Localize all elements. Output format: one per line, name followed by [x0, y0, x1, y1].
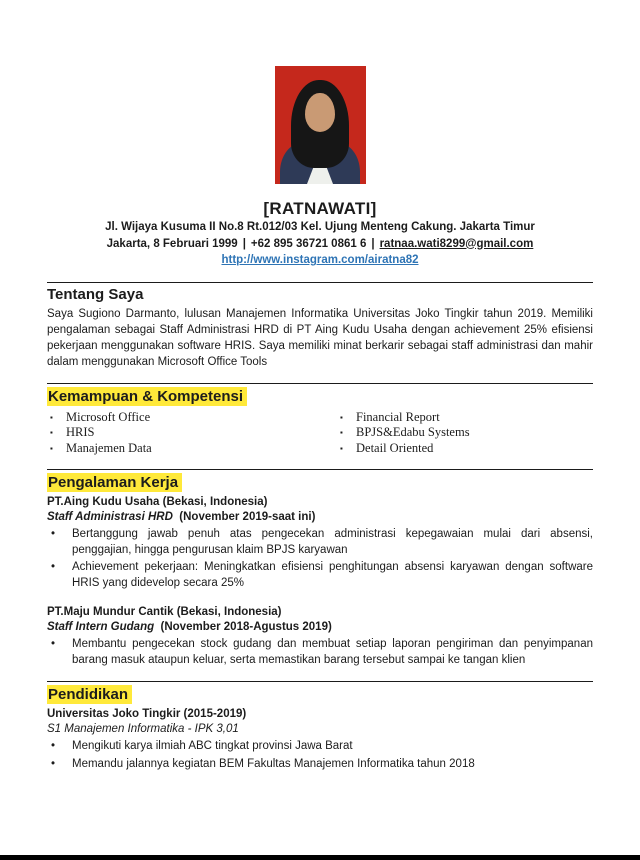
list-item [47, 441, 337, 457]
job-role: Staff Intern Gudang [47, 621, 155, 633]
square-bullet-icon: ▪ [340, 443, 343, 453]
job-entry [47, 495, 593, 591]
education-bullet-text: Memandu jalannya kegiatan BEM Fakultas Manajemen Informatika tahun 2018 [72, 757, 475, 770]
instagram-link[interactable]: http://www.instagram.com/airatna82 [221, 254, 419, 266]
email-link[interactable]: ratnaa.wati8299@gmail.com [379, 237, 534, 250]
list-item [47, 637, 593, 668]
face-shape [305, 93, 335, 132]
round-bullet-icon: • [51, 740, 56, 752]
job-bullet-text: Bertanggung jawab penuh atas pengecekan administrasi kepegawaian mulai dari absensi, penggajian, hingga pengurusan klaim BPJS karyawan [72, 528, 593, 556]
job-bullet-text: Achievement pekerjaan: Meningkatkan efisiensi penghitungan absensi karyawan dengan software HRIS yang didevelop secara 25% [72, 561, 593, 589]
list-item [337, 410, 593, 426]
section-experience [47, 469, 593, 668]
list-item [47, 739, 593, 755]
phone-number: +62 895 36721 0861 6 [250, 237, 367, 250]
education-bullet-text: Mengikuti karya ilmiah ABC tingkat provinsi Jawa Barat [72, 740, 353, 752]
education-title [47, 685, 593, 704]
skill-label: Financial Report [356, 409, 440, 424]
skills-column-right [337, 410, 593, 457]
skills-title-highlight: Kemampuan & Kompetensi [47, 387, 247, 406]
list-item [47, 527, 593, 558]
company-name: PT.Aing Kudu Usaha (Bekasi, Indonesia) [47, 496, 268, 508]
round-bullet-icon: • [51, 638, 56, 650]
job-period: (November 2019-saat ini) [179, 511, 316, 523]
square-bullet-icon: ▪ [50, 412, 53, 422]
separator: | [371, 237, 375, 250]
list-item [47, 410, 337, 426]
square-bullet-icon: ▪ [50, 443, 53, 453]
skill-label: HRIS [66, 425, 95, 439]
school-name: Universitas Joko Tingkir (2015-2019) [47, 708, 247, 720]
skill-label: BPJS&Edabu Systems [356, 425, 470, 439]
list-item [337, 425, 593, 441]
separator: | [242, 237, 246, 250]
square-bullet-icon: ▪ [340, 428, 343, 437]
instagram-line [0, 252, 640, 269]
company-name: PT.Maju Mundur Cantik (Bekasi, Indonesia) [47, 606, 282, 618]
skills-list [47, 410, 593, 457]
section-about [47, 282, 593, 370]
education-title-highlight: Pendidikan [47, 685, 132, 704]
skill-label: Microsoft Office [66, 409, 151, 424]
job-entry [47, 605, 593, 668]
role-line [47, 620, 593, 635]
about-title: Tentang Saya [47, 285, 144, 303]
round-bullet-icon: • [51, 561, 56, 573]
degree-line: S1 Manajemen Informatika - IPK 3,01 [47, 723, 239, 735]
about-text: Saya Sugiono Darmanto, lulusan Manajemen Informatika Universitas Joko Tingkir tahun 2019. Memiliki pengalaman sebagai Staff Administrasi HRD di PT Aing Kudu Usaha dengan achievement 25% efisiensi pekerjaan menggunakan software HRIS. Saya memiliki minat berkarir sebagai staff administrasi dan mahir dalam menggunakan Microsoft Office Tools [47, 307, 593, 368]
skills-column-left [47, 410, 337, 457]
skill-label: Manajemen Data [66, 440, 152, 455]
list-item [47, 425, 337, 441]
page-body [0, 282, 640, 773]
job-role: Staff Administrasi HRD [47, 511, 173, 523]
contact-line [0, 236, 640, 253]
candidate-name: [RATNAWATI] [263, 199, 377, 218]
skill-label: Detail Oriented [356, 440, 434, 455]
list-item [47, 757, 593, 773]
role-line [47, 510, 593, 525]
photo-area [0, 0, 640, 184]
square-bullet-icon: ▪ [50, 428, 53, 437]
round-bullet-icon: • [51, 757, 56, 770]
screen-edge-bar [0, 855, 640, 860]
round-bullet-icon: • [51, 528, 56, 540]
experience-title-highlight: Pengalaman Kerja [47, 473, 182, 492]
section-skills [47, 383, 593, 457]
square-bullet-icon: ▪ [340, 412, 343, 422]
birth-date: Jakarta, 8 Februari 1999 [106, 237, 238, 250]
job-period: (November 2018-Agustus 2019) [160, 621, 332, 633]
list-item [47, 560, 593, 591]
address-line: Jl. Wijaya Kusuma II No.8 Rt.012/03 Kel. Ujung Menteng Cakung. Jakarta Timur [105, 221, 535, 233]
profile-photo [275, 66, 366, 184]
experience-title [47, 473, 593, 492]
skills-title [47, 387, 593, 406]
section-education [47, 681, 593, 772]
list-item [337, 441, 593, 457]
job-bullet-text: Membantu pengecekan stock gudang dan membuat setiap laporan pengiriman dan penyimpanan barang masuk ataupun keluar, serta memastikan barang tersebut sampai ke tangan klien [72, 638, 593, 666]
